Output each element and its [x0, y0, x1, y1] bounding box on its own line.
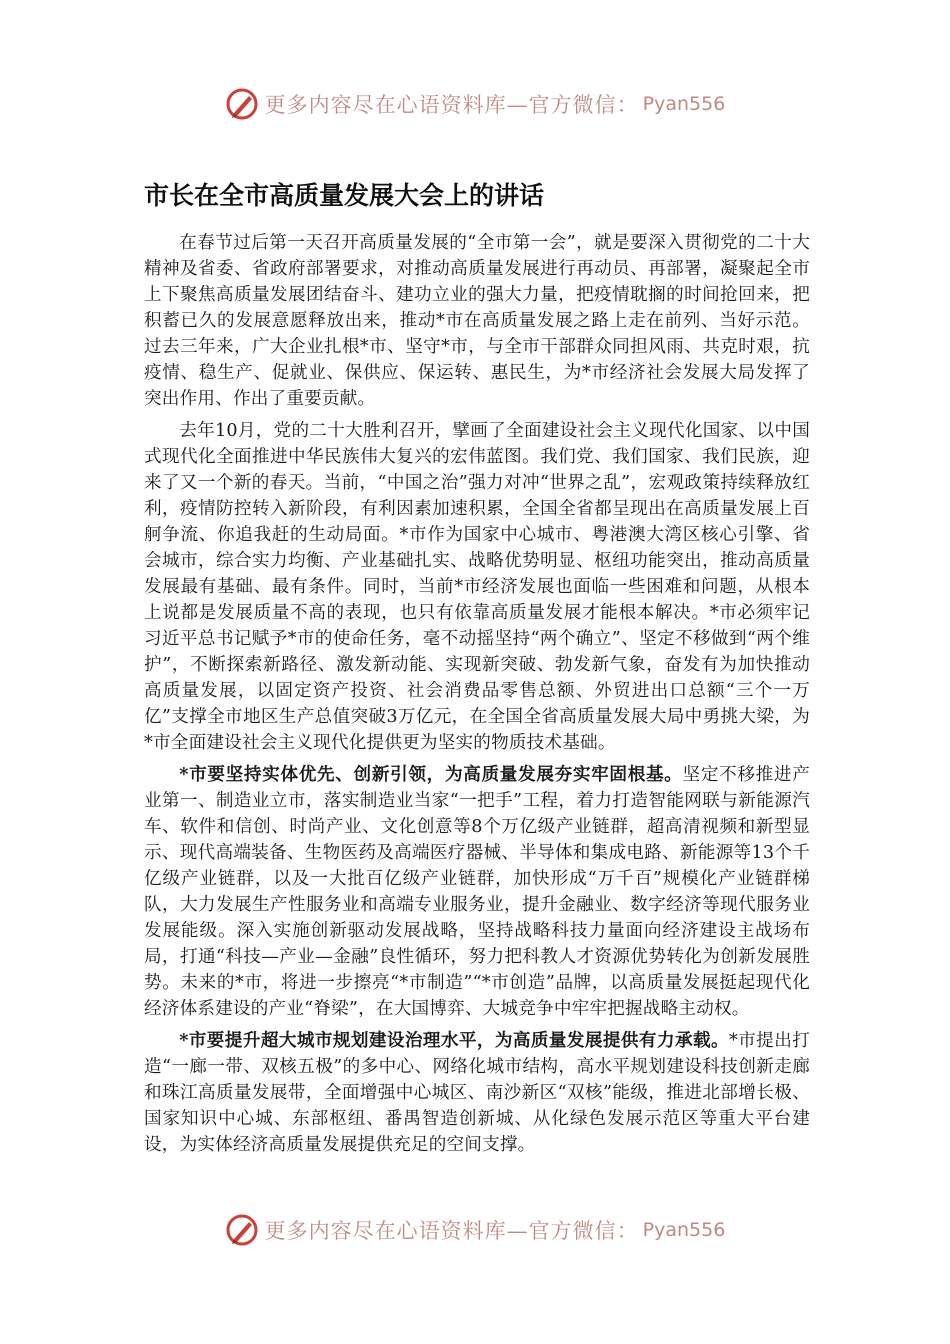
paragraph-text: *市提出打造“一廊一带、双核五极”的多中心、网络化城市结构，高水平规划建设科技创新走廊和珠江高质量发展带，全面增强中心城区、南沙新区“双核”能级，推进北部增长极、国家知识中心城、东部枢纽、番禺智造创新城、从化绿色发展示范区等重大平台建设，为实体经济高质量发展提供充足的空间支撑。	[144, 1031, 810, 1155]
paragraph-text: 坚定不移推进产业第一、制造业立市，落实制造业当家“一把手”工程，着力打造智能网联与新能源汽车、软件和信创、时尚产业、文化创意等8个万亿级产业链群，超高清视频和新型显示、现代高端装备、生物医药及高端医疗器械、半导体和集成电路、新能源等13个千亿级产业链群，以及一大批百亿级产业链群，加快形成“万千百”规模化产业链群梯队，大力发展生产性服务业和高端专业服务业，提升金融业、数字经济等现代服务业发展能级。深入实施创新驱动发展战略，坚持战略科技力量面向经济建设主战场布局，打通“科技—产业—金融”良性循环，努力把科教人才资源优势转化为创新发展胜势。未来的*市，将进一步擦亮“*市制造”“*市创造”品牌，以高质量发展挺起现代化经济体系建设的产业“脊梁”，在大国博弈、大城竞争中牢牢把握战略主动权。	[144, 765, 810, 1019]
paragraph	[144, 1028, 810, 1158]
paragraph	[144, 230, 810, 412]
document-body	[144, 230, 810, 1164]
watermark-handle: Pyan556	[642, 93, 726, 115]
document-title: 市长在全市高质量发展大会上的讲话	[144, 181, 545, 210]
watermark-handle: Pyan556	[642, 1219, 726, 1241]
paragraph	[144, 418, 810, 756]
paragraph-lead: *市要坚持实体优先、创新引领，为高质量发展夯实牢固根基。	[179, 764, 683, 785]
paragraph-lead: *市要提升超大城市规划建设治理水平，为高质量发展提供有力承载。	[179, 1030, 729, 1051]
paragraph-text: 在春节过后第一天召开高质量发展的“全市第一会”，就是要深入贯彻党的二十大精神及省委、省政府部署要求，对推动高质量发展进行再动员、再部署，凝聚起全市上下聚焦高质量发展团结奋斗、建功立业的强大力量，把疫情耽搁的时间抢回来，把积蓄已久的发展意愿释放出来，推动*市在高质量发展之路上走在前列、当好示范。过去三年来，广大企业扎根*市、坚守*市，与全市干部群众同担风雨、共克时艰，抗疫情、稳生产、促就业、保供应、保运转、惠民生，为*市经济社会发展大局发挥了突出作用、作出了重要贡献。	[144, 233, 810, 409]
watermark-text: 更多内容尽在心语资料库—官方微信：	[264, 1219, 639, 1243]
paragraph	[144, 762, 810, 1022]
paragraph-text: 去年10月，党的二十大胜利召开，擘画了全面建设社会主义现代化国家、以中国式现代化全面推进中华民族伟大复兴的宏伟蓝图。我们党、我们国家、我们民族，迎来了又一个新的春天。当前，“中国之治”强力对冲“世界之乱”，宏观政策持续释放红利，疫情防控转入新阶段，有利因素加速积累，全国全省都呈现出在高质量发展上百舸争流、你追我赶的生动局面。*市作为国家中心城市、粤港澳大湾区核心引擎、省会城市，综合实力均衡、产业基础扎实、战略优势明显、枢纽功能突出，推动高质量发展最有基础、最有条件。同时，当前*市经济发展也面临一些困难和问题，从根本上说都是发展质量不高的表现，也只有依靠高质量发展才能根本解决。*市必须牢记习近平总书记赋予*市的使命任务，毫不动摇坚持“两个确立”、坚定不移做到“两个维护”，不断探索新路径、激发新动能、实现新突破、勃发新气象，奋发有为加快推动高质量发展，以固定资产投资、社会消费品零售总额、外贸进出口总额“三个一万亿”支撑全市地区生产总值突破3万亿元，在全国全省高质量发展大局中勇挑大梁，为*市全面建设社会主义现代化提供更为坚实的物质技术基础。	[144, 421, 810, 753]
pen-logo-icon	[225, 1213, 259, 1247]
watermark-text: 更多内容尽在心语资料库—官方微信：	[264, 93, 639, 117]
watermark-banner-bottom	[0, 1210, 950, 1250]
pen-logo-icon	[225, 87, 259, 121]
watermark-banner-top	[0, 84, 950, 124]
